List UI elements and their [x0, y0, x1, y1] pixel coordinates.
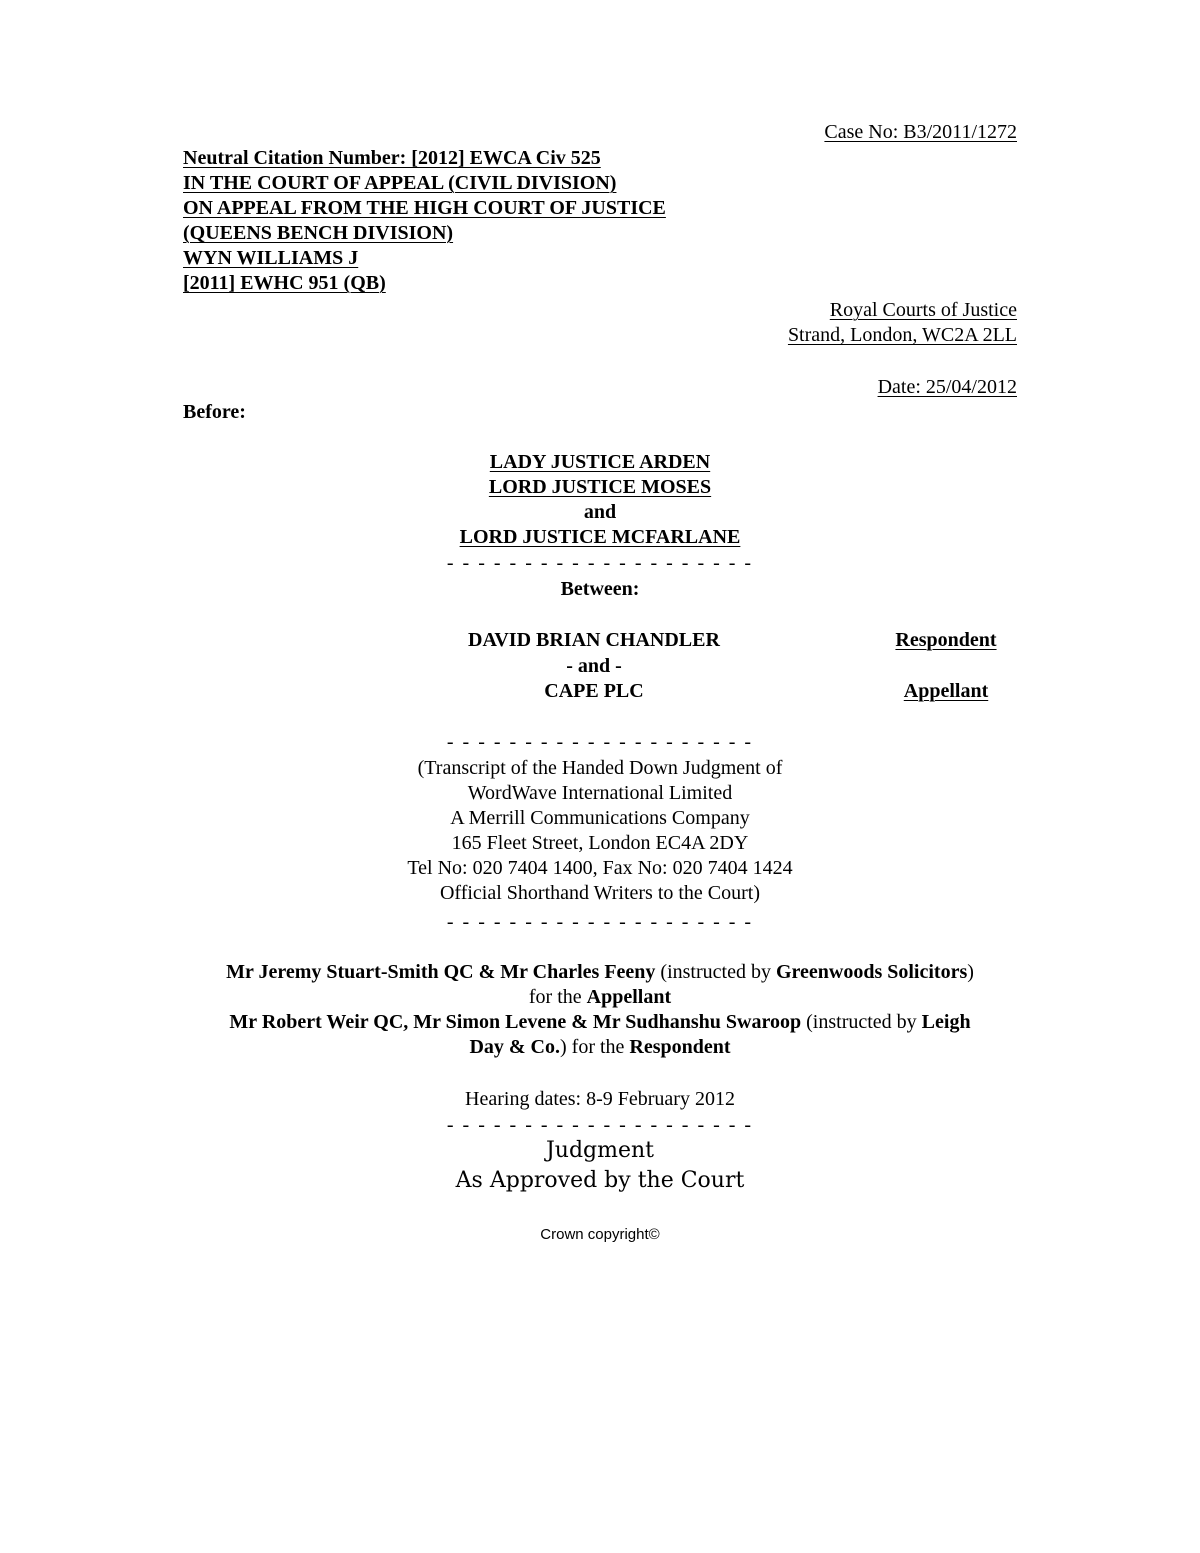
- separator: - - - - - - - - - - - - - - - - - - - -: [446, 731, 754, 753]
- respondent-counsel-line: [150, 1010, 1050, 1035]
- separator: - - - - - - - - - - - - - - - - - - - -: [446, 911, 754, 933]
- instructed-by-text: (instructed by: [660, 961, 776, 983]
- lower-court-judge: WYN WILLIAMS J: [183, 247, 359, 269]
- party-and: - and -: [566, 655, 622, 677]
- judge-mcfarlane: LORD JUSTICE MCFARLANE: [459, 526, 741, 548]
- for-the-text: for the: [528, 986, 587, 1008]
- respondent-label: Respondent: [629, 1036, 731, 1058]
- neutral-citation: Neutral Citation Number: [2012] EWCA Civ 525: [183, 147, 601, 169]
- between-label: Between:: [560, 578, 640, 600]
- role-respondent: Respondent: [895, 629, 997, 651]
- counsel-block: [150, 960, 1050, 1060]
- judgment-title: Judgment: [545, 1138, 655, 1163]
- appellant-role-line: [150, 985, 1050, 1010]
- instructed-by-text: (instructed by: [806, 1011, 922, 1033]
- respondent-solicitors-b: Day & Co.: [469, 1036, 560, 1058]
- respondent-role-line: [150, 1035, 1050, 1060]
- court-location: [788, 298, 1017, 348]
- instructed-by-close: ): [967, 961, 974, 983]
- appellant-solicitors: Greenwoods Solicitors: [775, 961, 968, 983]
- role-appellant: Appellant: [903, 680, 989, 702]
- judgment-date: Date: 25/04/2012: [877, 376, 1017, 398]
- instructed-by-close: ): [559, 1036, 567, 1058]
- division: (QUEENS BENCH DIVISION): [183, 222, 454, 244]
- before-label: Before:: [183, 401, 246, 423]
- for-the-text: for the: [566, 1036, 630, 1058]
- judge-arden: LADY JUSTICE ARDEN: [489, 451, 711, 473]
- transcript-line: A Merrill Communications Company: [450, 807, 750, 829]
- citation-block: [183, 146, 666, 296]
- case-number: Case No: B3/2011/1272: [824, 121, 1017, 143]
- transcript-line: Tel No: 020 7404 1400, Fax No: 020 7404 1424: [407, 857, 793, 879]
- judges-conjunction: and: [583, 501, 617, 523]
- separator: - - - - - - - - - - - - - - - - - - - -: [446, 1114, 754, 1136]
- judge-moses: LORD JUSTICE MOSES: [488, 476, 712, 498]
- transcript-line: Official Shorthand Writers to the Court): [439, 882, 761, 904]
- judges-block: [300, 450, 900, 550]
- appellant-counsel: Mr Jeremy Stuart-Smith QC & Mr Charles Feeny: [226, 961, 656, 983]
- appellant-label: Appellant: [586, 986, 672, 1008]
- approved-by-court: As Approved by the Court: [455, 1168, 745, 1193]
- respondent-counsel: Mr Robert Weir QC, Mr Simon Levene & Mr Sudhanshu Swaroop: [229, 1011, 802, 1033]
- respondent-solicitors-a: Leigh: [921, 1011, 971, 1033]
- party-respondent: DAVID BRIAN CHANDLER: [468, 629, 720, 651]
- separator: - - - - - - - - - - - - - - - - - - - -: [446, 552, 754, 574]
- court-name: IN THE COURT OF APPEAL (CIVIL DIVISION): [183, 172, 617, 194]
- hearing-dates: Hearing dates: 8-9 February 2012: [465, 1088, 735, 1110]
- lower-court-citation: [2011] EWHC 951 (QB): [183, 272, 386, 294]
- transcript-line: (Transcript of the Handed Down Judgment of: [417, 757, 783, 779]
- court-building: Royal Courts of Justice: [829, 299, 1017, 321]
- appeal-source: ON APPEAL FROM THE HIGH COURT OF JUSTICE: [183, 197, 666, 219]
- transcript-line: WordWave International Limited: [467, 782, 733, 804]
- appellant-counsel-line: [150, 960, 1050, 985]
- party-appellant: CAPE PLC: [544, 680, 644, 702]
- crown-copyright: Crown copyright©: [540, 1226, 660, 1243]
- transcript-line: 165 Fleet Street, London EC4A 2DY: [451, 832, 749, 854]
- court-address: Strand, London, WC2A 2LL: [787, 324, 1017, 346]
- transcript-notice: [300, 756, 900, 906]
